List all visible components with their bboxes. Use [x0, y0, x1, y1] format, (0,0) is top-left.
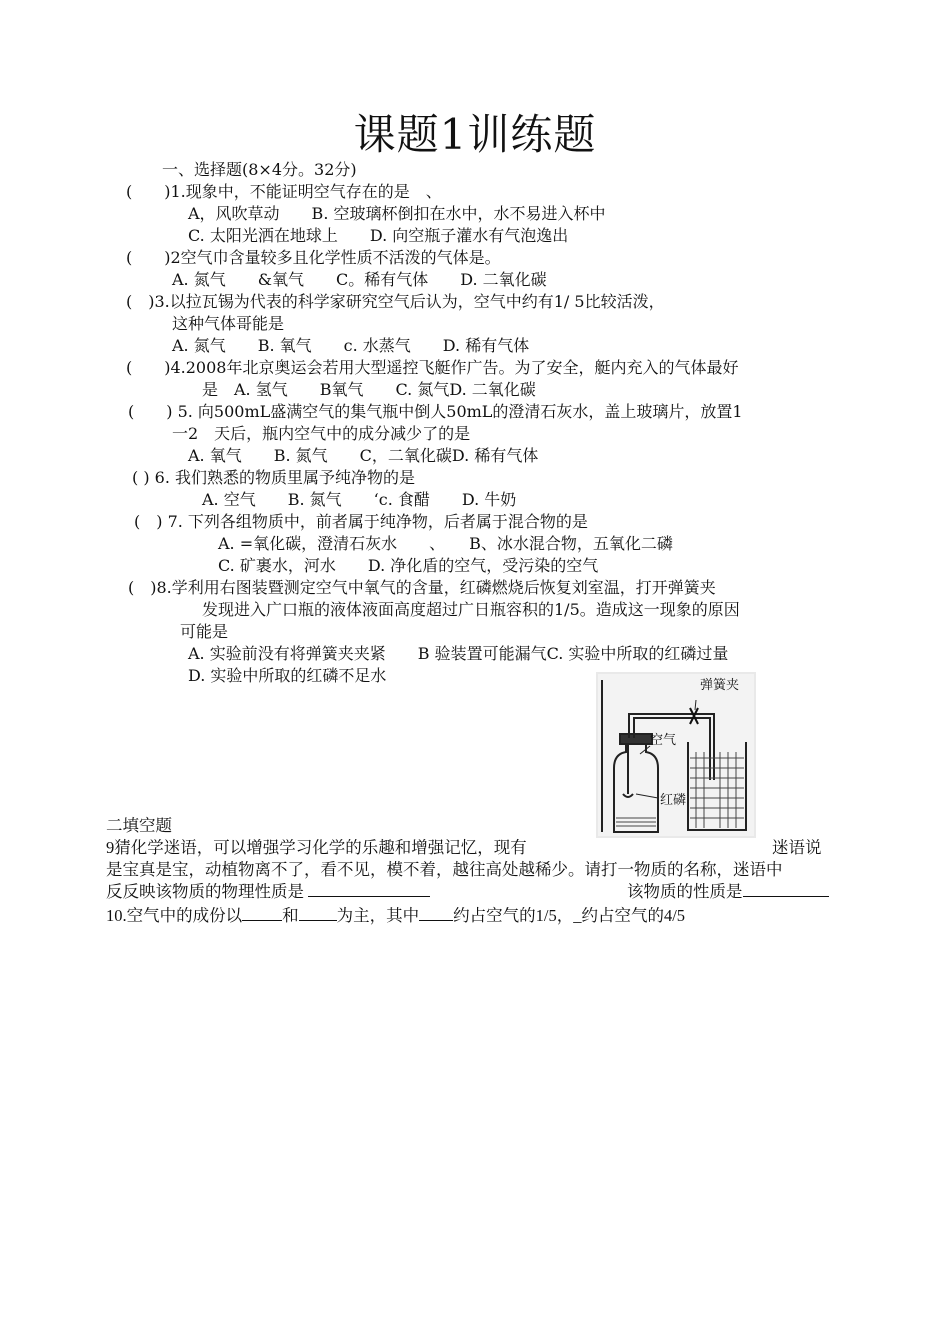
question-5-stem: ( ) 5. 向500mL盛满空气的集气瓶中倒人50mL的澄清石灰水，盖上玻璃片，放置1	[128, 402, 743, 421]
question-9-line-1b: 迷语说	[772, 838, 822, 857]
question-6-stem: ( ) 6. 我们熟悉的物质里属予纯净物的是	[132, 468, 416, 487]
question-4-stem: ( )4.2008年北京奥运会若用大型遥控飞艇作广告。为了安全，艇内充入的气体最好	[126, 358, 739, 377]
question-1-stem: ( )1.现象中，不能证明空气存在的是 、	[126, 182, 442, 201]
question-7-options-a-b: A. =氧化碳，澄清石灰水 、 B、冰水混合物，五氧化二磷	[218, 534, 673, 553]
question-10-part-2: 和	[282, 906, 299, 925]
question-10-part-4: 约占空气的1/5，_约占空气的4/5	[453, 906, 686, 925]
question-10	[106, 906, 685, 926]
question-8-stem-cont: 发现进入广口瓶的液体液面高度超过广日瓶容积的1/5。造成这一现象的原因	[202, 600, 740, 619]
question-8-options-a-c: A. 实验前没有将弹簧夹夹紧 B 验装置可能漏气C. 实验中所取的红磷过量	[188, 644, 729, 663]
question-9-line-1a: 9猜化学迷语，可以增强学习化学的乐趣和增强记忆，现有	[106, 838, 527, 857]
question-9-line-2: 是宝真是宝，动植物离不了，看不见，模不着，越往高处越稀少。请打一物质的名称，迷语中	[106, 860, 783, 879]
question-1-options-a-b: A，风吹草动 B. 空玻璃杯倒扣在水中，水不易进入杯中	[188, 204, 606, 223]
question-8-stem: ( )8.学利用右图装暨测定空气中氧气的含量，红磷燃烧后恢复刘室温，打开弹簧夹	[128, 578, 716, 597]
question-5-stem-cont: 一2 天后，瓶内空气中的成分减少了的是	[172, 424, 471, 443]
label-air: 空气	[650, 733, 677, 748]
apparatus-diagram	[596, 672, 756, 838]
answer-blank-component-2[interactable]	[299, 906, 337, 921]
label-red-phosphorus: 红磷	[660, 793, 687, 808]
question-7-stem: ( ) 7. 下列各组物质中，前者属于纯净物，后者属于混合物的是	[134, 512, 588, 531]
question-9-label-property: 该物质的性质是	[627, 882, 743, 901]
answer-blank-physical-property[interactable]	[308, 882, 430, 897]
question-3-stem-cont: 这种气体哥能是	[172, 314, 285, 333]
question-1-options-c-d: C. 太阳光洒在地球上 D. 向空瓶子灌水有气泡逸出	[188, 226, 569, 245]
question-2-options: A. 氮气 &氧气 C。稀有气体 D. 二氧化碳	[172, 270, 547, 289]
question-6-options: A. 空气 B. 氮气 ‘c. 食醋 D. 牛奶	[202, 490, 517, 509]
question-5-options: A. 氧气 B. 氮气 C，二氧化碳D. 稀有气体	[188, 446, 539, 465]
question-9-line-3a	[106, 882, 430, 902]
question-3-stem: ( )3.以拉瓦锡为代表的科学家研究空气后认为，空气中约有1/ 5比较活泼，	[126, 292, 665, 311]
section-heading-choice: 一、选择题(8×4分。32分)	[162, 160, 357, 179]
answer-blank-one-fifth[interactable]	[419, 906, 453, 921]
question-8-stem-cont-2: 可能是	[180, 622, 229, 641]
question-3-options: A. 氮气 B. 氧气 c. 水蒸气 D. 稀有气体	[172, 336, 530, 355]
question-9-label-physical: 反反映该物质的物理性质是	[106, 882, 304, 901]
question-8-option-d: D. 实验中所取的红磷不足水	[188, 666, 387, 685]
section-heading-fill-in: 二填空题	[106, 816, 172, 835]
question-9-line-3b	[627, 882, 829, 902]
answer-blank-component-1[interactable]	[242, 906, 282, 921]
label-clamp: 弹簧夹	[700, 678, 740, 693]
question-4-options: 是 A. 氢气 B氧气 C. 氮气D. 二氧化碳	[202, 380, 536, 399]
answer-blank-property[interactable]	[743, 882, 829, 897]
page-title: 课题1训练题	[353, 110, 597, 159]
question-2-stem: ( )2空气巾含量较多且化学性质不活泼的气体是。	[126, 248, 501, 267]
question-10-part-3: 为主，其中	[336, 906, 420, 925]
question-7-options-c-d: C. 矿裹水，河水 D. 净化盾的空气，受污染的空气	[218, 556, 599, 575]
question-10-part-1: 10.空气中的成份以	[106, 906, 243, 925]
